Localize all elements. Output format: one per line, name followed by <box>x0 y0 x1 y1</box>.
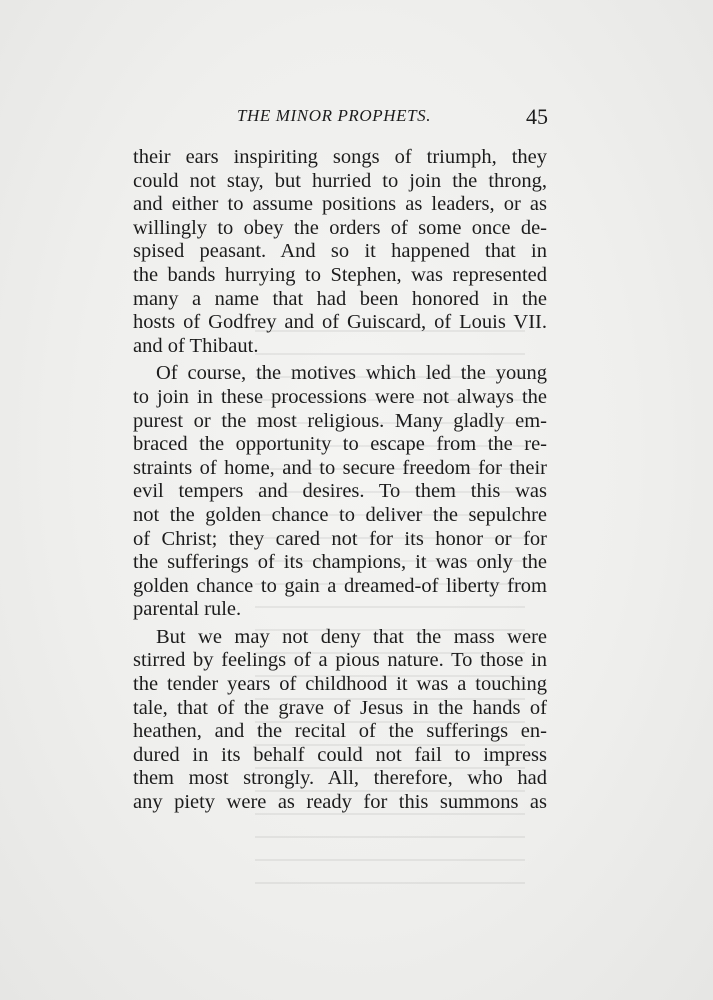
text-line: tale, that of the grave of Jesus in the hands of <box>133 696 547 719</box>
text-line: golden chance to gain a dreamed-of liberty from <box>133 574 547 597</box>
text-line: not the golden chance to deliver the sepulchre <box>133 503 547 526</box>
page-number: 45 <box>526 104 548 129</box>
paragraph <box>133 146 547 358</box>
text-line: could not stay, but hurried to join the throng, <box>133 169 547 192</box>
text-line: braced the opportunity to escape from the re- <box>133 433 547 456</box>
text-line: to join in these processions were not always the <box>133 385 547 408</box>
body-text <box>133 146 547 815</box>
text-line: and of Thibaut. <box>133 334 259 357</box>
text-line: willingly to obey the orders of some once de- <box>133 216 547 239</box>
text-line: hosts of Godfrey and of Guiscard, of Louis VII. <box>133 311 547 334</box>
text-line: them most strongly. All, therefore, who had <box>133 767 547 790</box>
text-line: many a name that had been honored in the <box>133 287 547 310</box>
text-line: their ears inspiriting songs of triumph, they <box>133 146 547 168</box>
text-line: the tender years of childhood it was a touching <box>133 673 547 696</box>
text-line: dured in its behalf could not fail to impress <box>133 743 547 766</box>
text-line: the sufferings of its champions, it was only the <box>133 551 547 574</box>
running-title: THE MINOR PROPHETS. <box>237 106 432 125</box>
running-head <box>133 104 548 134</box>
text-line: parental rule. <box>133 598 242 621</box>
text-line: spised peasant. And so it happened that in <box>133 240 547 263</box>
text-line: purest or the most religious. Many gladly em- <box>133 409 547 432</box>
text-line: and either to assume positions as leaders, or as <box>133 193 547 216</box>
text-line: the bands hurrying to Stephen, was represented <box>133 263 547 286</box>
text-line: stirred by feelings of a pious nature. To those in <box>133 649 547 672</box>
text-line: heathen, and the recital of the sufferings en- <box>133 720 547 743</box>
paragraph <box>133 362 547 622</box>
text-line: evil tempers and desires. To them this was <box>133 480 547 503</box>
paragraph <box>133 626 547 815</box>
text-line: any piety were as ready for this summons as <box>133 791 547 814</box>
text-line: straints of home, and to secure freedom for their <box>133 456 547 479</box>
text-line: of Christ; they cared not for its honor or for <box>133 527 547 550</box>
text-line: Of course, the motives which led the young <box>156 362 547 385</box>
text-line: But we may not deny that the mass were <box>156 625 547 648</box>
